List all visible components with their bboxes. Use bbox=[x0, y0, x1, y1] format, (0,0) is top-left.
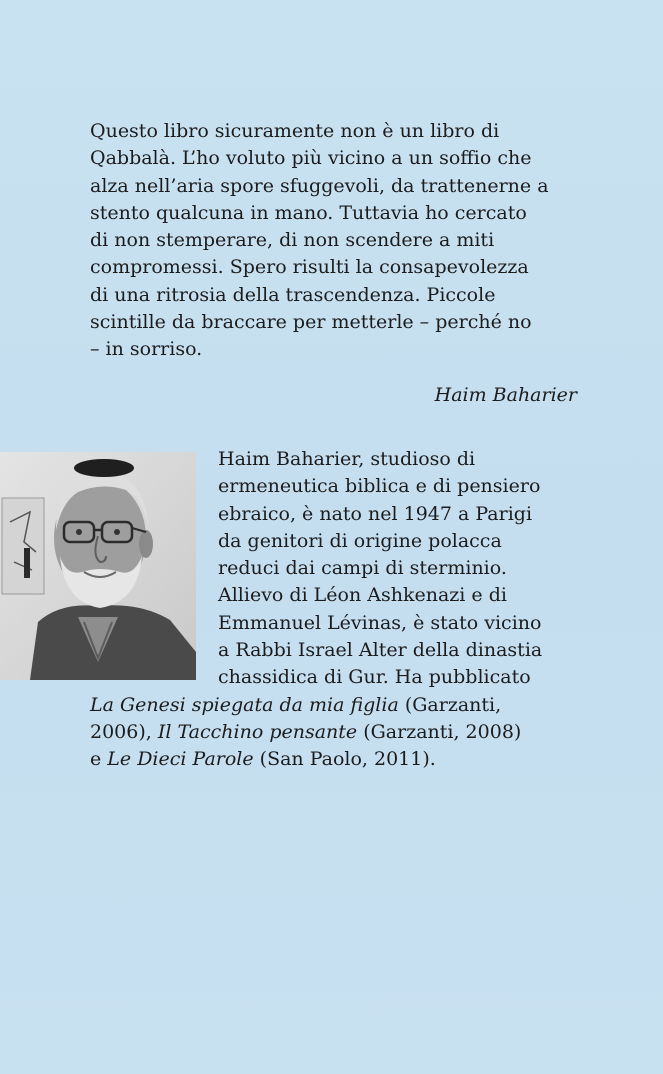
bio-line: Haim Baharier, studioso di bbox=[218, 448, 476, 470]
author-biography bbox=[0, 446, 663, 774]
book-title: Il Tacchino pensante bbox=[157, 720, 358, 743]
book-title: Le Dieci Parole bbox=[107, 748, 254, 771]
bio-line: Emmanuel Lévinas, è stato vicino bbox=[218, 611, 542, 634]
book-title: La Genesi spiegata da mia figlia bbox=[90, 693, 399, 716]
book-publisher: (Garzanti, 2008) bbox=[357, 720, 522, 743]
bio-line bbox=[0, 719, 663, 746]
book-publisher: (Garzanti, bbox=[398, 693, 502, 716]
quote-line: Questo libro sicuramente non è un libro di bbox=[90, 120, 500, 142]
bio-line: Allievo di Léon Ashkenazi e di bbox=[218, 584, 507, 607]
bio-line: reduci dai campi di sterminio. bbox=[218, 557, 507, 580]
quote-line: di una ritrosia della trascendenza. Piccole bbox=[90, 283, 496, 306]
quote-signature: Haim Baharier bbox=[434, 384, 577, 406]
quote-line: compromessi. Spero risulti la consapevolezza bbox=[90, 256, 529, 279]
author-quote bbox=[90, 118, 590, 364]
book-year: 2006), bbox=[90, 720, 158, 743]
quote-line: scintille da braccare per metterle – perché no bbox=[90, 311, 532, 334]
quote-line: stento qualcuna in mano. Tuttavia ho cercato bbox=[90, 201, 527, 224]
bio-line bbox=[0, 692, 663, 719]
bio-line: da genitori di origine polacca bbox=[218, 529, 502, 552]
quote-line: alza nell’aria spore sfuggevoli, da trattenerne a bbox=[90, 174, 549, 197]
bio-line: ermeneutica biblica e di pensiero bbox=[218, 475, 541, 498]
conjunction: e bbox=[90, 748, 108, 771]
book-publisher: (San Paolo, 2011). bbox=[253, 748, 436, 771]
quote-line: – in sorriso. bbox=[90, 338, 203, 361]
bio-line: a Rabbi Israel Alter della dinastia bbox=[218, 639, 543, 662]
bio-line bbox=[0, 746, 663, 773]
quote-line: Qabbalà. L’ho voluto più vicino a un soffio che bbox=[90, 147, 532, 170]
bio-line: chassidica di Gur. Ha pubblicato bbox=[218, 666, 531, 689]
bio-line: ebraico, è nato nel 1947 a Parigi bbox=[218, 502, 533, 525]
quote-line: di non stemperare, di non scendere a miti bbox=[90, 229, 495, 252]
